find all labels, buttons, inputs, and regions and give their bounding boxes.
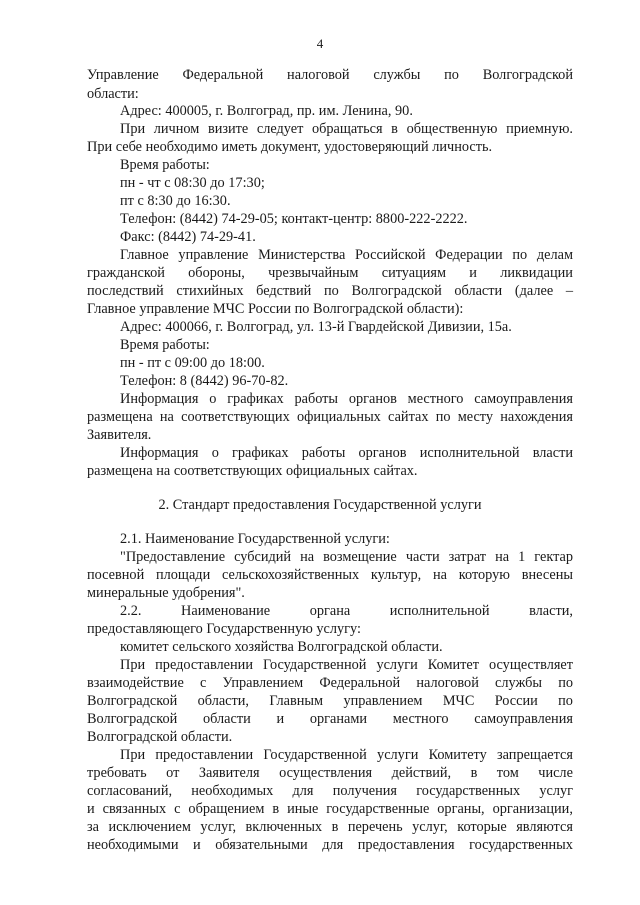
word: личном [153, 121, 200, 137]
word: в [331, 819, 339, 835]
word: внесены [521, 567, 573, 583]
text-line [120, 746, 573, 764]
word: с [199, 675, 207, 691]
word: 2.2. [120, 603, 142, 619]
word: органами [309, 711, 368, 727]
word: органы, [437, 801, 485, 817]
word: обороны, [188, 265, 245, 281]
word: – [565, 283, 573, 299]
word: для [322, 837, 344, 853]
word: Федеральной [319, 675, 401, 691]
word: ситуациям [381, 265, 447, 281]
word: на [495, 549, 510, 565]
word: взаимодействие [87, 675, 184, 691]
word: на [300, 549, 315, 565]
word: согласований, [87, 783, 173, 799]
word: Комитет [427, 657, 479, 673]
word: Заявителя [198, 765, 260, 781]
word: управлением [343, 693, 423, 709]
word: государственные [326, 801, 430, 817]
text-line: пн - чт с 08:30 до 17:30; [120, 175, 265, 191]
word: общественную [406, 121, 498, 137]
text-line [120, 246, 573, 264]
word: и [87, 801, 95, 817]
word: службы [495, 675, 543, 691]
word: по [435, 409, 451, 425]
word: и [193, 837, 201, 853]
word: При [120, 121, 146, 137]
word: власти, [529, 603, 573, 619]
text-line [87, 66, 573, 84]
word: местного [407, 391, 464, 407]
word: Главное [120, 247, 169, 263]
text-line: пн - пт с 09:00 до 18:00. [120, 355, 265, 371]
word: последствий [87, 283, 164, 299]
word: области [202, 711, 251, 727]
word: предоставления [357, 837, 455, 853]
word: в [391, 121, 398, 137]
word: Федерации [435, 247, 503, 263]
word: Управление [87, 67, 159, 83]
word: Информация [120, 391, 199, 407]
word: следует [256, 121, 304, 137]
text-line [87, 692, 573, 710]
text-line [87, 264, 573, 282]
text-line: 2.1. Наименование Государственной услуги: [120, 531, 390, 547]
word: Государственной [263, 747, 367, 763]
text-line: Адрес: 400005, г. Волгоград, пр. им. Ленина, 90. [120, 103, 413, 119]
text-line: Время работы: [120, 157, 210, 173]
word: и [276, 711, 285, 727]
word: по [444, 67, 459, 83]
word: культур, [370, 567, 422, 583]
word: субсидий [234, 549, 292, 565]
word: Волгоградской [351, 283, 442, 299]
text-line [87, 800, 573, 818]
word: осуществляет [489, 657, 573, 673]
word: необходимыми [87, 837, 179, 853]
word: услуг, [200, 819, 237, 835]
word: на [159, 409, 174, 425]
word: за [87, 819, 99, 835]
word: числе [538, 765, 573, 781]
text-line [87, 408, 573, 426]
word: работы [301, 445, 346, 461]
word: запрещается [496, 747, 573, 763]
word: ликвидации [500, 265, 573, 281]
word: государственных [469, 837, 573, 853]
word: России [494, 693, 538, 709]
word: обращаться [311, 121, 383, 137]
word: в [272, 801, 280, 817]
word: организации, [492, 801, 573, 817]
word: Российской [355, 247, 426, 263]
word: При [120, 747, 146, 763]
word: области [454, 283, 503, 299]
word: затрат [448, 549, 487, 565]
word: местного [392, 711, 449, 727]
word: являются [516, 819, 573, 835]
text-line: Главное управление МЧС России по Волгоградской области): [87, 301, 464, 317]
text-line [87, 566, 573, 584]
text-line: комитет сельского хозяйства Волгоградской области. [120, 639, 443, 655]
word: том [496, 765, 519, 781]
text-line [120, 120, 573, 138]
word: органов [348, 391, 397, 407]
word: связанных [102, 801, 167, 817]
word: которую [458, 567, 510, 583]
word: посевной [87, 567, 145, 583]
word: (далее [514, 283, 554, 299]
word: месту [457, 409, 494, 425]
word: Волгоградской [482, 67, 573, 83]
word: получения [332, 783, 398, 799]
word: государственных [416, 783, 521, 799]
text-line: пт с 8:30 до 16:30. [120, 193, 231, 209]
text-line [120, 548, 573, 566]
word: Государственной [263, 657, 367, 673]
word: по [323, 283, 339, 299]
text-line: минеральные удобрения". [87, 585, 245, 601]
word: действий, [391, 765, 452, 781]
word: и [469, 265, 477, 281]
word: приемную. [506, 121, 573, 137]
word: органов [358, 445, 407, 461]
word: Наименование [181, 603, 271, 619]
word: о [209, 391, 217, 407]
word: услуг, [412, 819, 448, 835]
word: графиках [227, 391, 284, 407]
word: Информация [120, 445, 199, 461]
word: предоставлении [155, 657, 253, 673]
word: налоговой [287, 67, 350, 83]
word: самоуправления [474, 711, 573, 727]
word: на [433, 567, 447, 583]
word: для [292, 783, 314, 799]
word: гражданской [87, 265, 165, 281]
word: иные [287, 801, 319, 817]
word: исполнительной [419, 445, 520, 461]
text-line: Заявителя. [87, 427, 152, 443]
word: которые [457, 819, 507, 835]
word: возмещение [323, 549, 397, 565]
word: о [211, 445, 219, 461]
word: с [174, 801, 181, 817]
word: графиках [232, 445, 289, 461]
word: предоставлении [155, 747, 254, 763]
text-line [87, 674, 573, 692]
word: обязательными [215, 837, 308, 853]
word: 1 [518, 549, 526, 565]
text-line: размещена на соответствующих официальных сайтах. [87, 463, 418, 479]
word: сайтах [388, 409, 429, 425]
word: необходимых [191, 783, 274, 799]
word: услуги [376, 657, 418, 673]
word: части [405, 549, 440, 565]
word: исключением [108, 819, 191, 835]
word: При [120, 657, 146, 673]
word: МЧС [442, 693, 475, 709]
word: гектар [534, 549, 573, 565]
word: Министерства [258, 247, 346, 263]
word: услуг [539, 783, 573, 799]
word: включенных [245, 819, 323, 835]
word: Федеральной [182, 67, 264, 83]
word: в [470, 765, 478, 781]
word: службы [373, 67, 421, 83]
text-line: области: [87, 86, 139, 102]
text-line [87, 764, 573, 782]
word: Волгоградской [87, 693, 178, 709]
word: стихийных [176, 283, 244, 299]
text-line [120, 444, 573, 462]
text-line [87, 818, 573, 836]
word: управление [178, 247, 249, 263]
word: делам [536, 247, 573, 263]
page-number: 4 [316, 36, 324, 51]
word: обращением [188, 801, 265, 817]
text-line [120, 602, 573, 620]
word: налоговой [416, 675, 479, 691]
text-line: предоставляющего Государственную услугу: [87, 621, 361, 637]
word: по [558, 675, 573, 691]
word: Управлением [222, 675, 304, 691]
word: требовать [87, 765, 147, 781]
word: области, [197, 693, 250, 709]
word: услуги [377, 747, 419, 763]
word: Волгоградской [87, 711, 178, 727]
word: визите [207, 121, 249, 137]
text-line: Волгоградской области. [87, 729, 233, 745]
word: власти [532, 445, 573, 461]
text-line [87, 710, 573, 728]
text-line: Факс: (8442) 74-29-41. [120, 229, 256, 245]
word: площади [156, 567, 211, 583]
text-line [87, 782, 573, 800]
text-line: Телефон: 8 (8442) 96-70-82. [120, 373, 289, 389]
word: органа [309, 603, 351, 619]
word: официальных [296, 409, 381, 425]
word: сельскохозяйственных [221, 567, 360, 583]
text-line [87, 836, 573, 854]
word: по [558, 693, 573, 709]
word: самоуправления [474, 391, 573, 407]
section-title: 2. Стандарт предоставления Государственной услуги [158, 497, 482, 513]
word: от [166, 765, 180, 781]
text-line: Время работы: [120, 337, 210, 353]
text-line: Адрес: 400066, г. Волгоград, ул. 13-й Гвардейской Дивизии, 15а. [120, 319, 512, 335]
word: работы [294, 391, 339, 407]
text-line [120, 656, 573, 674]
text-line [120, 390, 573, 408]
text-line: Телефон: (8442) 74-29-05; контакт-центр: 8800-222-2222. [120, 211, 468, 227]
word: исполнительной [389, 603, 490, 619]
word: Главным [269, 693, 324, 709]
word: Комитету [428, 747, 487, 763]
word: соответствующих [181, 409, 290, 425]
text-line [87, 282, 573, 300]
word: осуществления [279, 765, 373, 781]
word: размещена [87, 409, 153, 425]
word: чрезвычайным [268, 265, 359, 281]
word: перечень [347, 819, 403, 835]
text-line: При себе необходимо иметь документ, удостоверяющий личность. [87, 139, 493, 155]
word: бедствий [256, 283, 312, 299]
word: по [512, 247, 528, 263]
word: нахождения [500, 409, 573, 425]
word: "Предоставление [120, 549, 226, 565]
